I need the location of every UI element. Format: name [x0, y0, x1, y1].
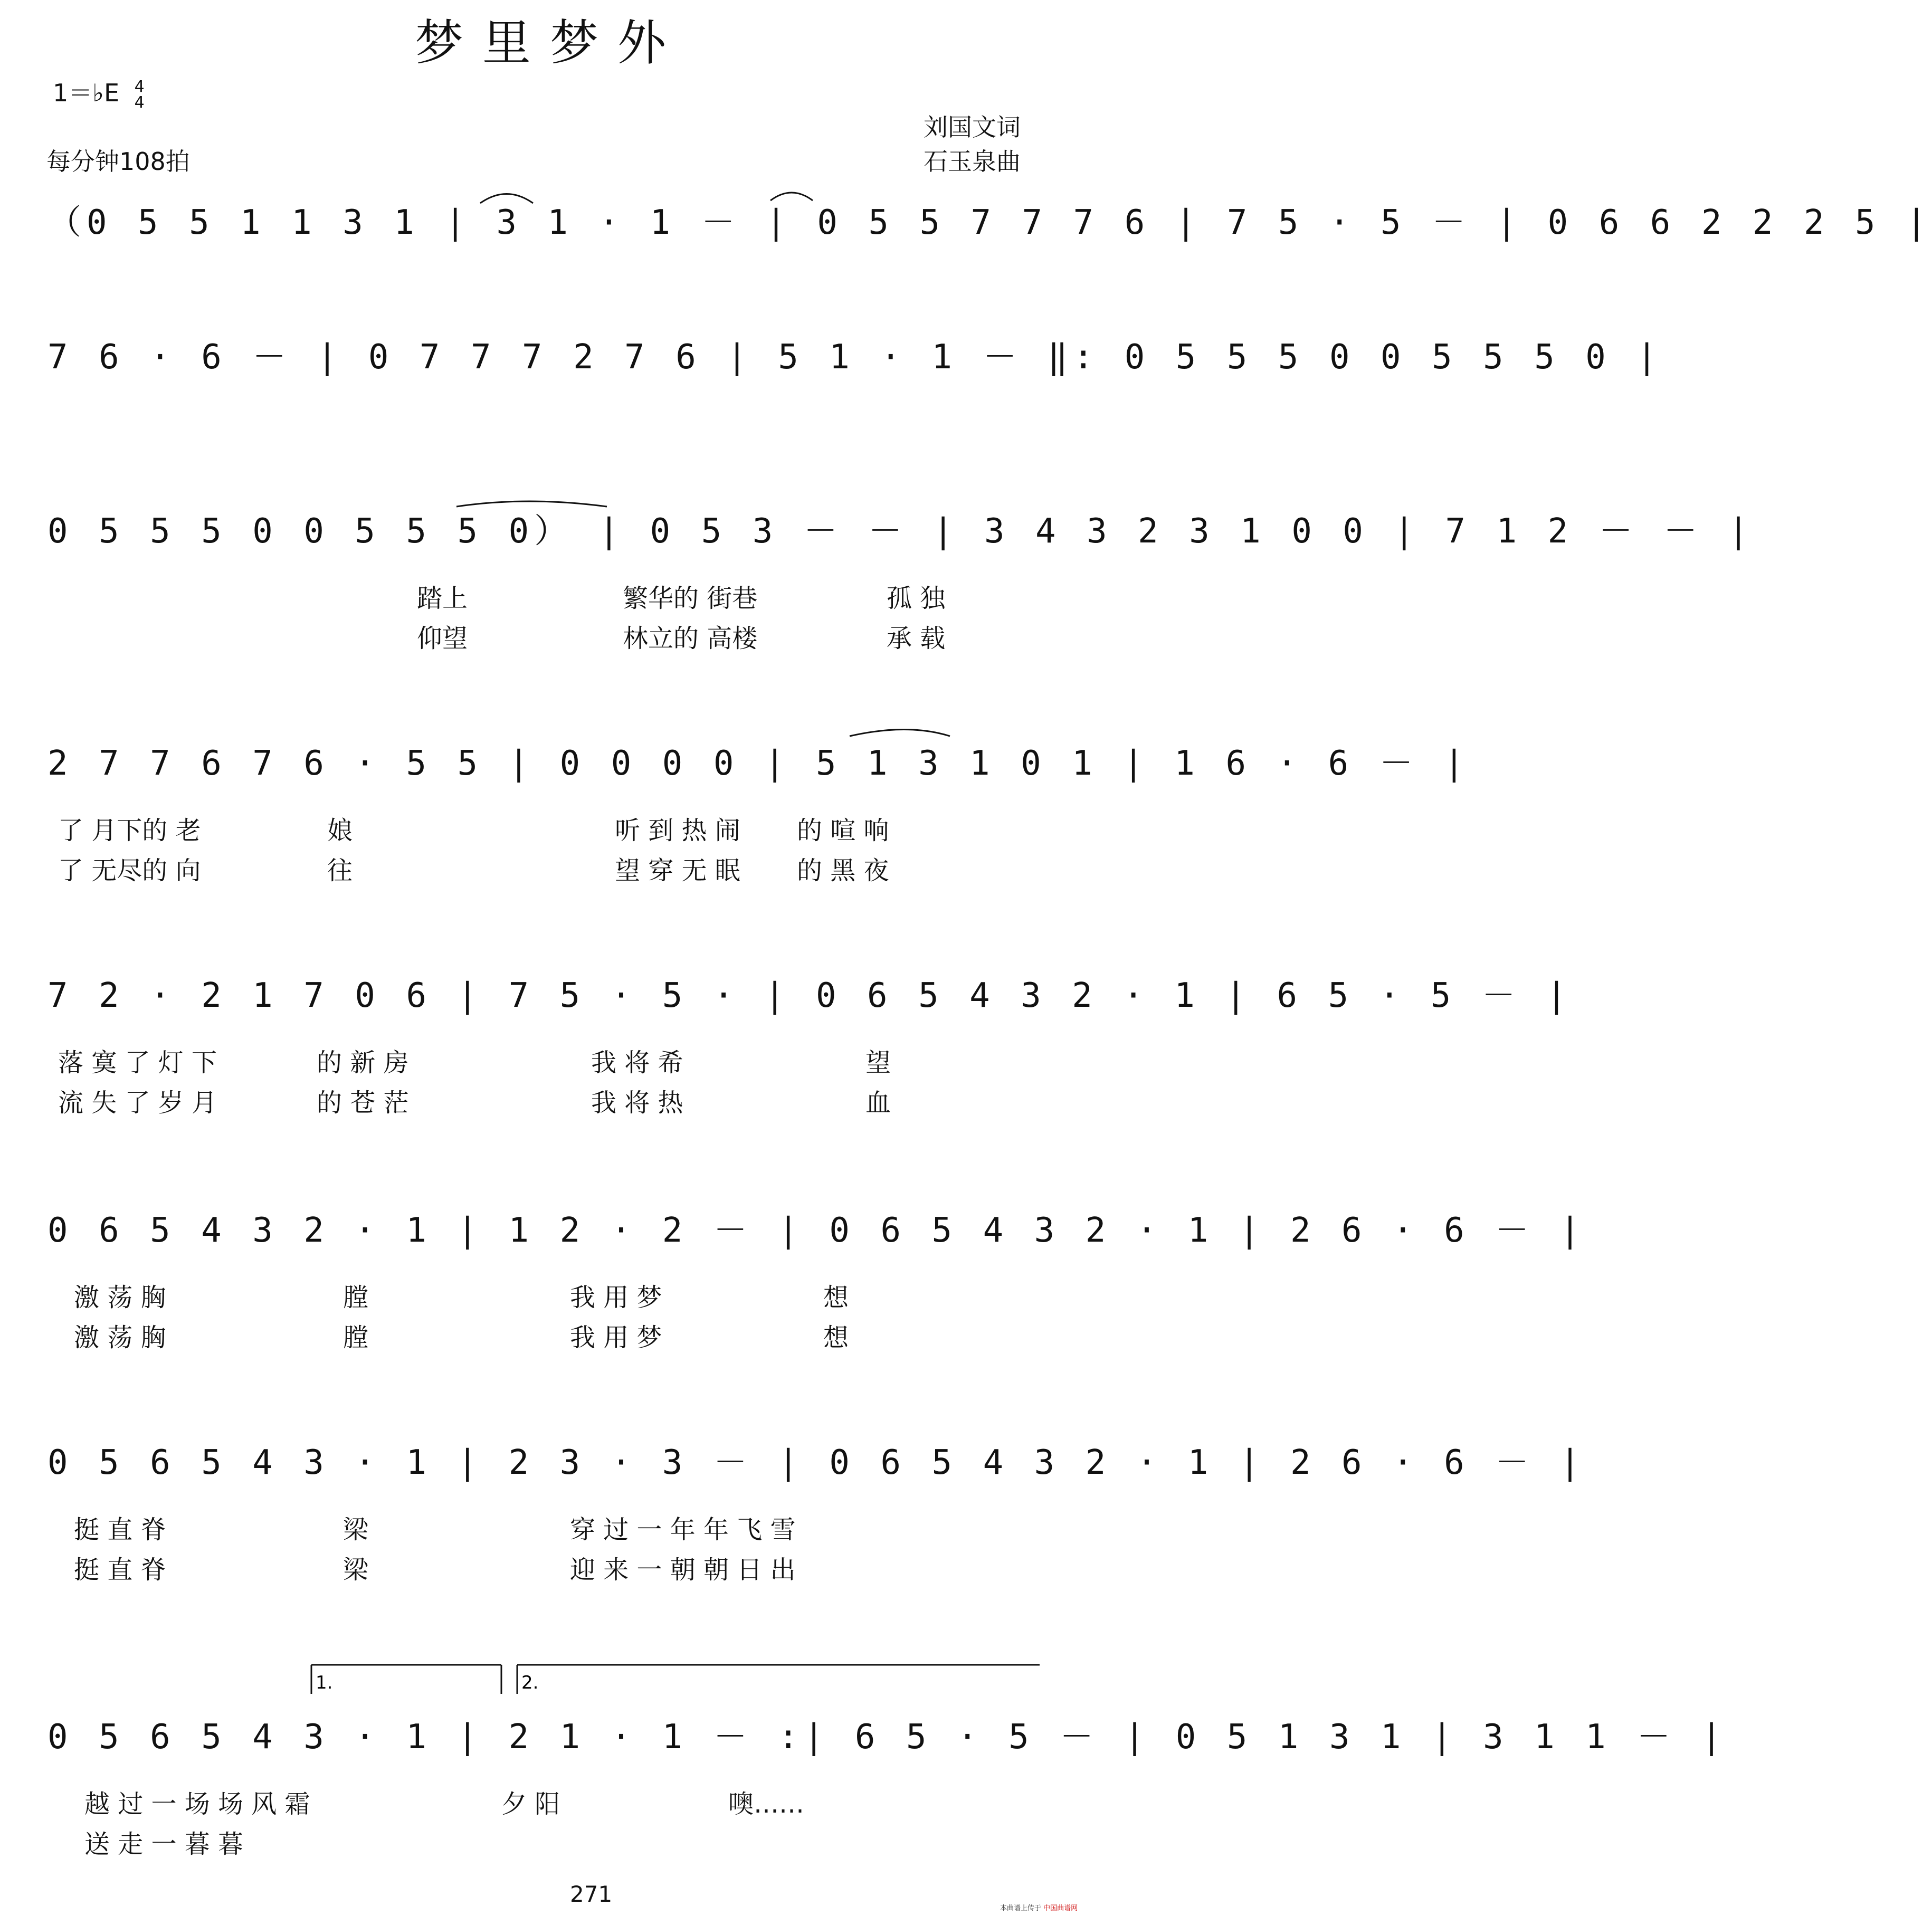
lyric-segment: 的 新 房	[317, 1048, 409, 1078]
notation-line: 0 5 6 5 4 3 · 1 | 2 3 · 3 － | 0 6 5 4 3 2 · 1 | 2 6 · 6 － |	[47, 1443, 1586, 1482]
lyric-segment: 夕 阳	[501, 1789, 560, 1819]
lyric-segment: 的 喧 响	[797, 816, 889, 845]
slur	[850, 730, 950, 737]
lyric-segment: 娘	[327, 816, 353, 845]
lyric-segment: 噢……	[728, 1789, 805, 1819]
lyric-segment: 梁	[343, 1515, 369, 1545]
song-title: 梦里梦外	[414, 15, 685, 71]
lyric-segment: 林立的 高楼	[623, 624, 758, 653]
volta-2-label: 2.	[521, 1672, 539, 1693]
key-label: 1＝♭E	[53, 79, 120, 107]
lyric-segment: 血	[865, 1088, 891, 1118]
tempo-marking: 每分钟108拍	[46, 147, 190, 176]
lyric-segment: 承 载	[887, 624, 946, 653]
lyric-segment: 往	[327, 856, 353, 885]
volta-1-label: 1.	[316, 1672, 333, 1693]
composer-credit: 石玉泉曲	[924, 147, 1021, 176]
lyric-segment: 落 寞 了 灯 下	[58, 1048, 217, 1078]
lyric-segment: 想	[823, 1283, 849, 1312]
lyric-segment: 挺 直 脊	[74, 1555, 166, 1585]
time-num: 4	[134, 77, 145, 96]
lyric-segment: 膛	[343, 1323, 369, 1352]
lyric-segment: 想	[823, 1323, 849, 1352]
time-den: 4	[134, 93, 145, 112]
lyric-segment: 挺 直 脊	[74, 1515, 166, 1545]
notation-line: 2 7 7 6 7 6 · 5 5 | 0 0 0 0 | 5 1 3 1 0 1 | 1 6 · 6 － |	[47, 744, 1470, 783]
notation-line: 0 5 6 5 4 3 · 1 | 2 1 · 1 － :| 6 5 · 5 － | 0 5 1 3 1 | 3 1 1 － |	[47, 1718, 1727, 1757]
notation-line: 0 5 5 5 0 0 5 5 5 0） | 0 5 3 － － | 3 4 3 2 3 1 0 0 | 7 1 2 － － |	[47, 512, 1754, 551]
lyricist-credit: 刘国文词	[924, 113, 1021, 141]
lyric-segment: 繁华的 街巷	[623, 584, 758, 613]
lyric-segment: 望 穿 无 眠	[615, 856, 740, 885]
notation-line: 0 6 5 4 3 2 · 1 | 1 2 · 2 － | 0 6 5 4 3 2 · 1 | 2 6 · 6 － |	[47, 1211, 1586, 1250]
lyric-segment: 了 无尽的 向	[58, 856, 201, 885]
notation-line: （0 5 5 1 1 3 1 | 3 1 · 1 － | 0 5 5 7 7 7 6 | 7 5 · 5 － | 0 6 6 2 2 2 5 |	[47, 203, 1932, 242]
notation-line: 7 2 · 2 1 7 0 6 | 7 5 · 5 · | 0 6 5 4 3 2 · 1 | 6 5 · 5 － |	[47, 976, 1572, 1015]
lyric-segment: 越 过 一 场 场 风 霜	[84, 1789, 310, 1819]
lyric-segment: 我 用 梦	[570, 1323, 662, 1352]
lyric-segment: 仰望	[417, 624, 468, 653]
footer-stamp	[1000, 1902, 1078, 1912]
lyric-segment: 了 月下的 老	[58, 816, 201, 845]
lyric-segment: 流 失 了 岁 月	[58, 1088, 217, 1118]
lyric-segment: 梁	[343, 1555, 369, 1585]
footer-stamp-text: 本曲谱上传于	[1000, 1904, 1042, 1912]
lyric-segment: 迎 来 一 朝 朝 日 出	[570, 1555, 796, 1585]
lyric-segment: 激 荡 胸	[74, 1323, 166, 1352]
lyric-segment: 我 将 热	[591, 1088, 683, 1118]
lyric-segment: 我 将 希	[591, 1048, 683, 1078]
lyric-segment: 望	[865, 1048, 891, 1078]
lyric-segment: 的 黑 夜	[797, 856, 889, 885]
lyric-segment: 踏上	[417, 584, 468, 613]
notation-line: 7 6 · 6 － | 0 7 7 7 2 7 6 | 5 1 · 1 － ‖: 0 5 5 5 0 0 5 5 5 0 |	[47, 338, 1662, 377]
page-number: 271	[570, 1881, 613, 1907]
lyric-segment: 我 用 梦	[570, 1283, 662, 1312]
slur	[456, 501, 607, 507]
lyric-segment: 激 荡 胸	[74, 1283, 166, 1312]
lyric-segment: 膛	[343, 1283, 369, 1312]
lyric-segment: 的 苍 茫	[317, 1088, 409, 1118]
slur	[770, 193, 813, 201]
lyric-segment: 送 走 一 暮 暮	[84, 1829, 244, 1859]
lyric-segment: 听 到 热 闹	[615, 816, 740, 845]
lyric-segment: 孤 独	[887, 584, 946, 613]
lyric-segment: 穿 过 一 年 年 飞 雪	[570, 1515, 796, 1545]
slur	[480, 194, 533, 204]
footer-stamp-brand: 中国曲谱网	[1043, 1904, 1078, 1912]
